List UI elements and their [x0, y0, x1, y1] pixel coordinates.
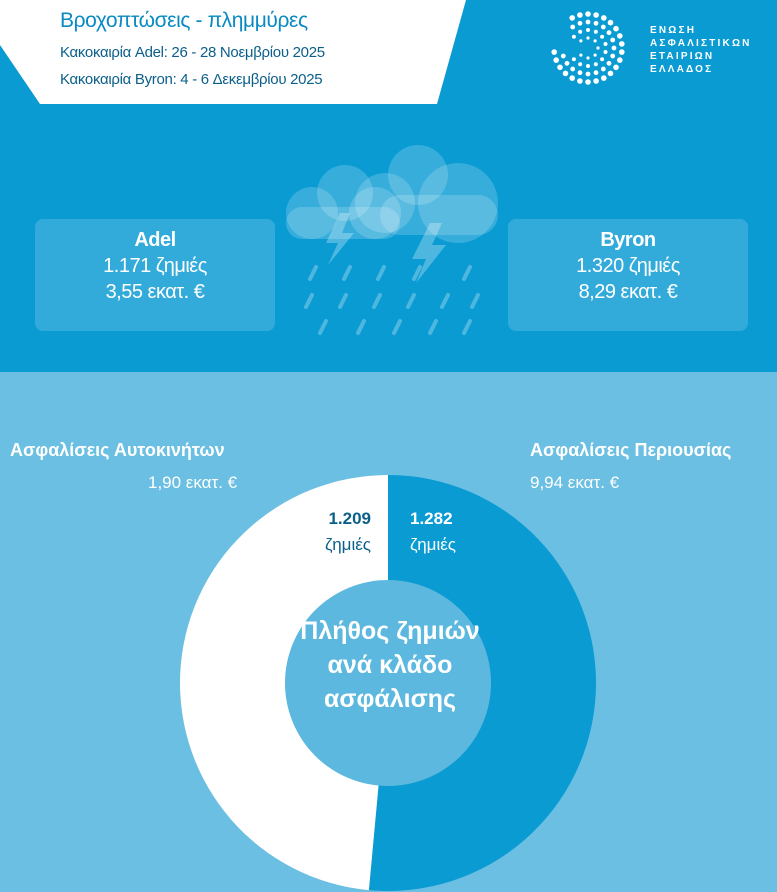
storm-name: Byron: [600, 229, 656, 251]
property-slice-value: 1.282: [410, 509, 453, 528]
page-title: Βροχοπτώσεις - πλημμύρες: [60, 9, 308, 32]
storm-amount: 3,55 εκατ. €: [105, 281, 205, 303]
storm-claims: 1.320 ζημιές: [576, 255, 680, 277]
motor-slice-label: [305, 506, 371, 558]
motor-insurance-label: Ασφαλίσεις Αυτοκινήτων: [10, 440, 225, 460]
property-slice-label: [410, 506, 480, 558]
motor-slice-value: 1.209: [328, 509, 371, 528]
storm-name: Adel: [134, 229, 176, 251]
property-insurance-label: Ασφαλίσεις Περιουσίας: [530, 440, 732, 460]
motor-slice-unit: ζημιές: [325, 535, 371, 554]
storm-amount: 8,29 εκατ. €: [578, 281, 678, 303]
subtitle-adel: Κακοκαιρία Adel: 26 - 28 Νοεμβρίου 2025: [60, 44, 325, 61]
logo-line-2: ΑΣΦΑΛΙΣΤΙΚΩΝ: [650, 38, 752, 49]
motor-insurance-amount: 1,90 εκατ. €: [148, 473, 238, 492]
logo-line-3: ΕΤΑΙΡΙΩΝ: [650, 51, 715, 62]
subtitle-byron: Κακοκαιρία Byron: 4 - 6 Δεκεμβρίου 2025: [60, 71, 323, 88]
property-slice-unit: ζημιές: [410, 535, 456, 554]
storm-claims: 1.171 ζημιές: [103, 255, 207, 277]
logo-line-1: ΕΝΩΣΗ: [650, 25, 697, 36]
property-insurance-amount: 9,94 εκατ. €: [530, 473, 620, 492]
chart-center-title: Πλήθος ζημιών ανά κλάδο ασφάλισης: [300, 617, 480, 713]
logo-line-4: ΕΛΛΑΔΟΣ: [650, 64, 714, 75]
